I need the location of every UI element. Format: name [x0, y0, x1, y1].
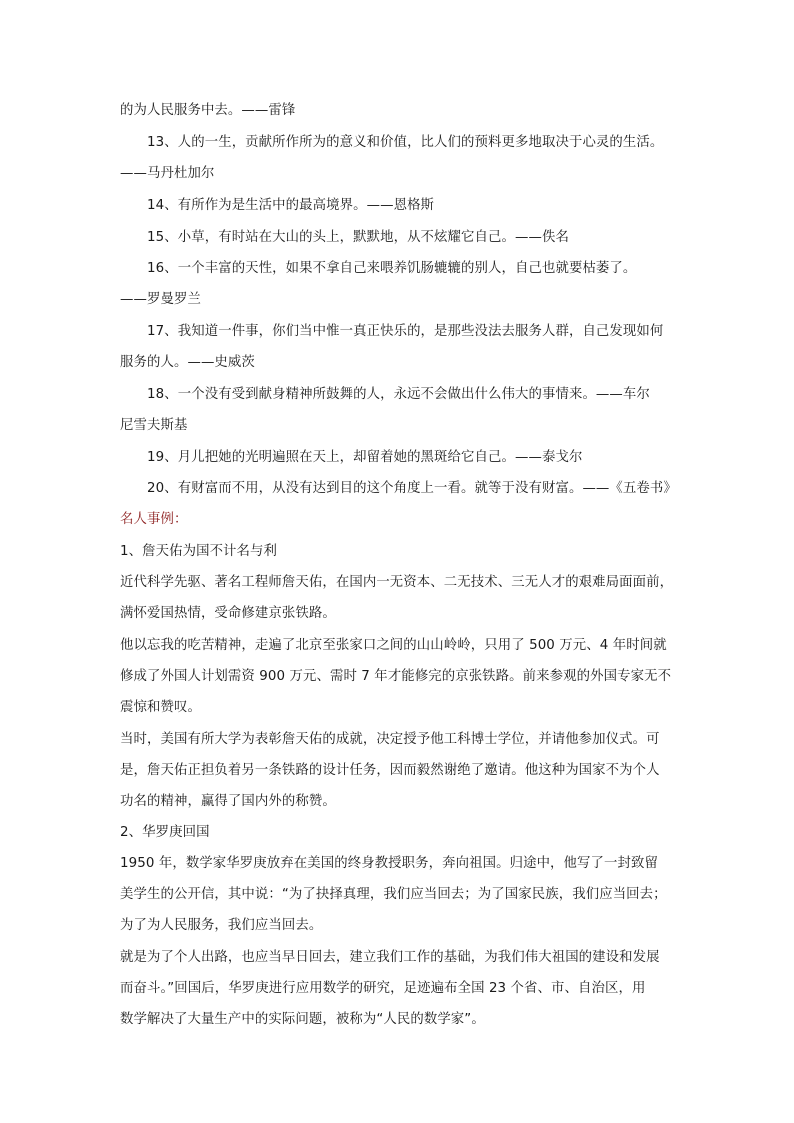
quote-18-line1: 18、一个没有受到献身精神所鼓舞的人，永远不会做出什么伟大的事情来。——车尔 [147, 387, 650, 402]
example-2-para2-line2: 而奋斗。”回国后，华罗庚进行应用数学的研究，足迹遍布全国 23 个省、市、自治区，用 [120, 981, 646, 996]
quote-15: 15、小草，有时站在大山的头上，默默地，从不炫耀它自己。——佚名 [147, 230, 569, 245]
example-1-para3-line2: 是，詹天佑正担负着另一条铁路的设计任务，因而毅然谢绝了邀请。他这种为国家不为个人 [120, 763, 660, 778]
example-1-title: 1、詹天佑为国不计名与利 [120, 544, 278, 559]
quote-13-line2: ——马丹杜加尔 [120, 166, 215, 181]
quote-20: 20、有财富而不用，从没有达到目的这个角度上一看。就等于没有财富。——《五卷书》 [147, 481, 677, 496]
example-2-para1-line2: 美学生的公开信，其中说：“为了抉择真理，我们应当回去；为了国家民族，我们应当回去； [120, 887, 667, 902]
example-1-para2-line1: 他以忘我的吃苦精神，走遍了北京至张家口之间的山山岭岭，只用了 500 万元、4 年时间就 [120, 638, 667, 653]
example-1-para1-line1: 近代科学先驱、著名工程师詹天佑，在国内一无资本、二无技术、三无人才的艰难局面面前， [120, 575, 674, 590]
quote-13-line1: 13、人的一生，贡献所作所为的意义和价值，比人们的预料更多地取决于心灵的生活。 [147, 135, 664, 150]
quote-16-line2: ——罗曼罗兰 [120, 292, 201, 307]
quote-18-line2: 尼雪夫斯基 [120, 418, 188, 433]
example-1-para1-line2: 满怀爱国热情，受命修建京张铁路。 [120, 606, 336, 621]
quote-17-line2: 服务的人。——史威茨 [120, 355, 255, 370]
example-1-para2-line2: 修成了外国人计划需资 900 万元、需时 7 年才能修完的京张铁路。前来参观的外国专家无不 [120, 669, 672, 684]
example-1-para3-line1: 当时，美国有所大学为表彰詹天佑的成就，决定授予他工科博士学位，并请他参加仪式。可 [120, 732, 660, 747]
quote-16-line1: 16、一个丰富的天性，如果不拿自己来喂养饥肠辘辘的别人，自己也就要枯萎了。 [147, 261, 637, 276]
example-2-title: 2、华罗庚回国 [120, 825, 210, 840]
quote-19: 19、月儿把她的光明遍照在天上，却留着她的黑斑给它自己。——泰戈尔 [147, 450, 583, 465]
example-1-para3-line3: 功名的精神，赢得了国内外的称赞。 [120, 794, 336, 809]
example-2-para1-line1: 1950 年，数学家华罗庚放弃在美国的终身教授职务，奔向祖国。归途中，他写了一封致留 [120, 856, 658, 871]
example-1-para2-line3: 震惊和赞叹。 [120, 700, 201, 715]
quote-14: 14、有所作为是生活中的最高境界。——恩格斯 [147, 198, 435, 213]
quote-12-tail: 的为人民服务中去。——雷锋 [120, 103, 296, 118]
quote-17-line1: 17、我知道一件事，你们当中惟一真正快乐的，是那些没法去服务人群，自己发现如何 [147, 324, 664, 339]
example-2-para2-line1: 就是为了个人出路，也应当早日回去，建立我们工作的基础，为我们伟大祖国的建设和发展 [120, 950, 660, 965]
example-2-para2-line3: 数学解决了大量生产中的实际问题，被称为“人民的数学家”。 [120, 1012, 485, 1027]
examples-heading: 名人事例： [120, 512, 188, 527]
example-2-para1-line3: 为了为人民服务，我们应当回去。 [120, 918, 323, 933]
